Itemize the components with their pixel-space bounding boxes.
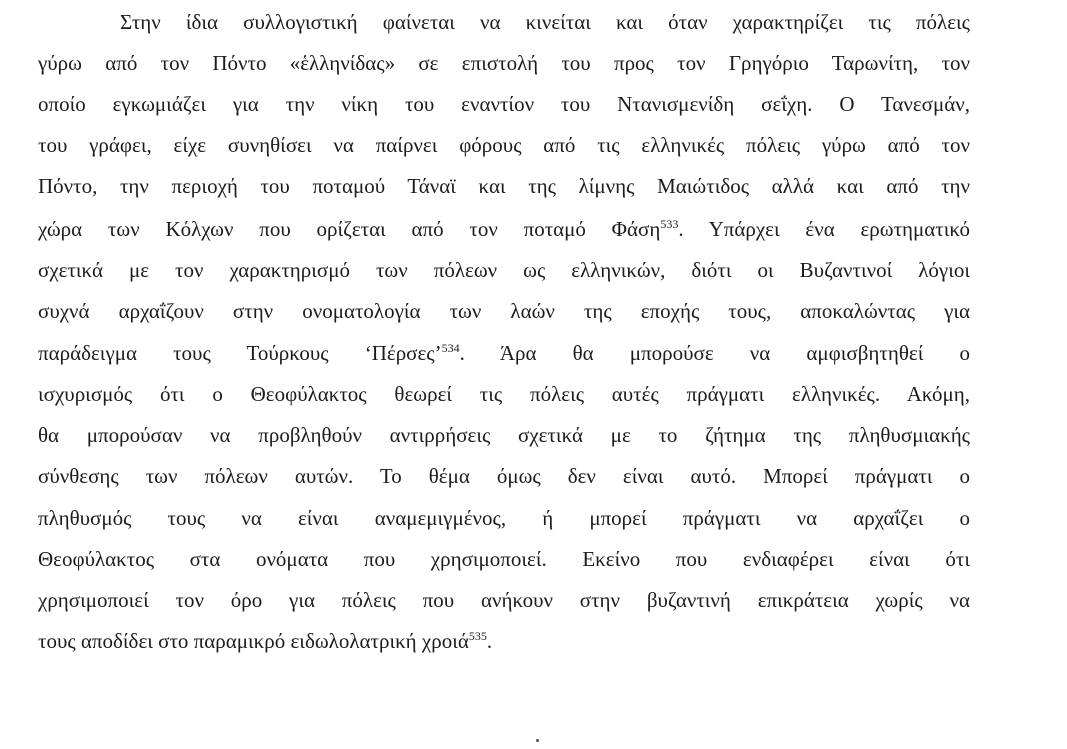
text-line: γύρω από τον Πόντο «ἑλληνίδας» σε επιστολή του προς τον Γρηγόριο Ταρωνίτη, τον bbox=[38, 51, 970, 75]
text-line: παράδειγμα τους Τούρκους ‘Πέρσες’$^{534}$. Άρα θα μπορούσε να αμφισβητηθεί ο bbox=[38, 341, 970, 365]
text-line: τους αποδίδει στο παραμικρό ειδωλολατρική χροιά$^{535}$. bbox=[38, 629, 493, 653]
footnote-marker: 533 bbox=[660, 217, 679, 231]
text-line: θα μπορούσαν να προβληθούν αντιρρήσεις σχετικά με το ζήτημα της πληθυσμιακής bbox=[38, 423, 970, 447]
text-line: χρησιμοποιεί τον όρο για πόλεις που ανήκουν στην βυζαντινή επικράτεια χωρίς να bbox=[38, 588, 970, 612]
text-line: Πόντο, την περιοχή του ποταμού Τάναϊ και της λίμνης Μαιώτιδος αλλά και από την bbox=[38, 174, 970, 198]
text-line: Θεοφύλακτος στα ονόματα που χρησιμοποιεί. Εκείνο που ενδιαφέρει είναι ότι bbox=[38, 547, 970, 571]
footnote-marker: 535 bbox=[468, 629, 487, 643]
text-line: πληθυσμός τους να είναι αναμεμιγμένος, ή μπορεί πράγματι να αρχαΐζει ο bbox=[38, 506, 970, 530]
text-line: ισχυρισμός ότι ο Θεοφύλακτος θεωρεί τις πόλεις αυτές πράγματι ελληνικές. Ακόμη, bbox=[38, 382, 970, 406]
text-line: συχνά αρχαΐζουν στην ονοματολογία των λαών της εποχής τους, αποκαλώντας για bbox=[38, 299, 970, 323]
text-line: σχετικά με τον χαρακτηρισμό των πόλεων ως ελληνικών, διότι οι Βυζαντινοί λόγιοι bbox=[38, 258, 970, 282]
text-line: οποίο εγκωμιάζει για την νίκη του εναντίον του Ντανισμενίδη σεΐχη. Ο Τανεσμάν, bbox=[38, 92, 970, 116]
footnote-marker: 534 bbox=[441, 341, 460, 355]
text-line: Στην ίδια συλλογιστική φαίνεται να κινείται και όταν χαρακτηρίζει τις πόλεις bbox=[120, 10, 970, 34]
text-line: σύνθεσης των πόλεων αυτών. Το θέμα όμως δεν είναι αυτό. Μπορεί πράγματι ο bbox=[38, 464, 970, 488]
document-page bbox=[38, 0, 970, 749]
scan-speck bbox=[536, 739, 539, 742]
text-line: του γράφει, είχε συνηθίσει να παίρνει φόρους από τις ελληνικές πόλεις γύρω από τον bbox=[38, 133, 970, 157]
text-line: χώρα των Κόλχων που ορίζεται από τον ποταμό Φάση$^{533}$. Υπάρχει ένα ερωτηματικό bbox=[38, 217, 970, 241]
